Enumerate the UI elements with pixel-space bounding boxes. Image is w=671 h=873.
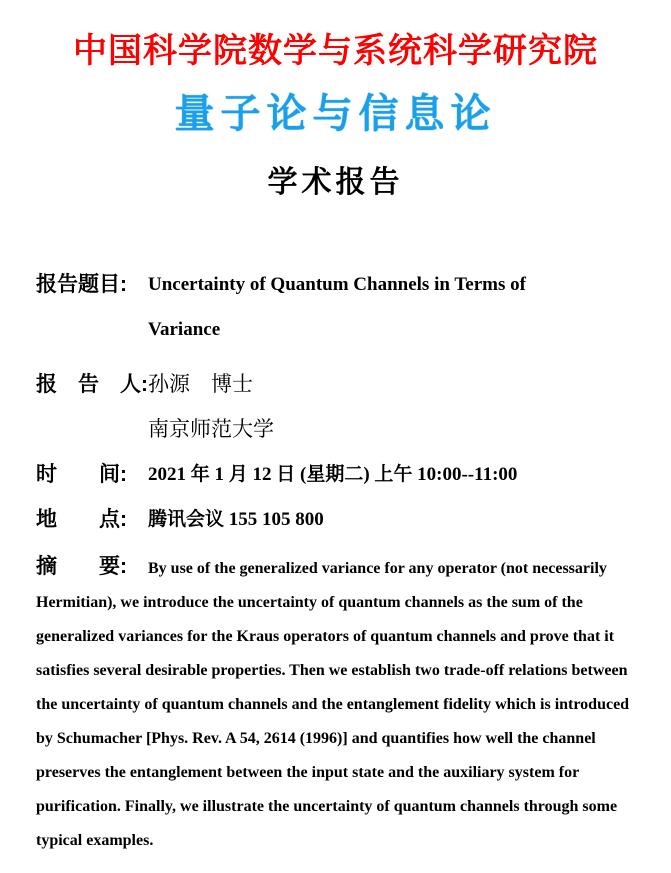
venue-label: 地 点: [36, 508, 127, 531]
topic-content [148, 262, 526, 352]
abstract-section [36, 550, 635, 858]
topic-line-1: Uncertainty of Quantum Channels in Terms of [148, 274, 526, 295]
abstract-label: 摘 要: [36, 555, 127, 578]
abstract-text: By use of the generalized variance for any operator (not necessarily Hermitian), we introduce the uncertainty of quantum channels as the sum of the generalized variances for the Kraus operators of quantum channels and prove that it satisfies several desirable properties. Then we establish two trade-off relations between the uncertainty of quantum channels and the entanglement fidelity which is introduced by Schumacher [Phys. Rev. A 54, 2614 (1996)] and quantifies how well the channel preserves the entanglement between the input state and the auxiliary system for purification. Finally, we illustrate the uncertainty of quantum channels through some typical examples. [36, 560, 630, 849]
seminar-series-title: 量子论与信息论 [174, 92, 497, 136]
speaker-label: 报 告 人: [36, 373, 148, 396]
time-value: 2021 年 1 月 12 日 (星期二) 上午 10:00--11:00 [148, 464, 518, 485]
time-label: 时 间: [36, 463, 127, 486]
seminar-info [36, 262, 635, 858]
institute-title: 中国科学院数学与系统科学研究院 [73, 33, 598, 70]
time-row [36, 452, 635, 497]
speaker-content [148, 362, 274, 452]
venue-value: 腾讯会议 155 105 800 [148, 509, 324, 530]
topic-row [36, 262, 635, 352]
venue-row [36, 497, 635, 542]
event-type-heading: 学术报告 [267, 166, 404, 199]
topic-line-2: Variance [148, 319, 221, 340]
speaker-affiliation: 南京师范大学 [148, 418, 274, 441]
topic-label: 报告题目: [36, 273, 127, 296]
speaker-row [36, 362, 635, 452]
speaker-name: 孙源 博士 [148, 373, 253, 396]
